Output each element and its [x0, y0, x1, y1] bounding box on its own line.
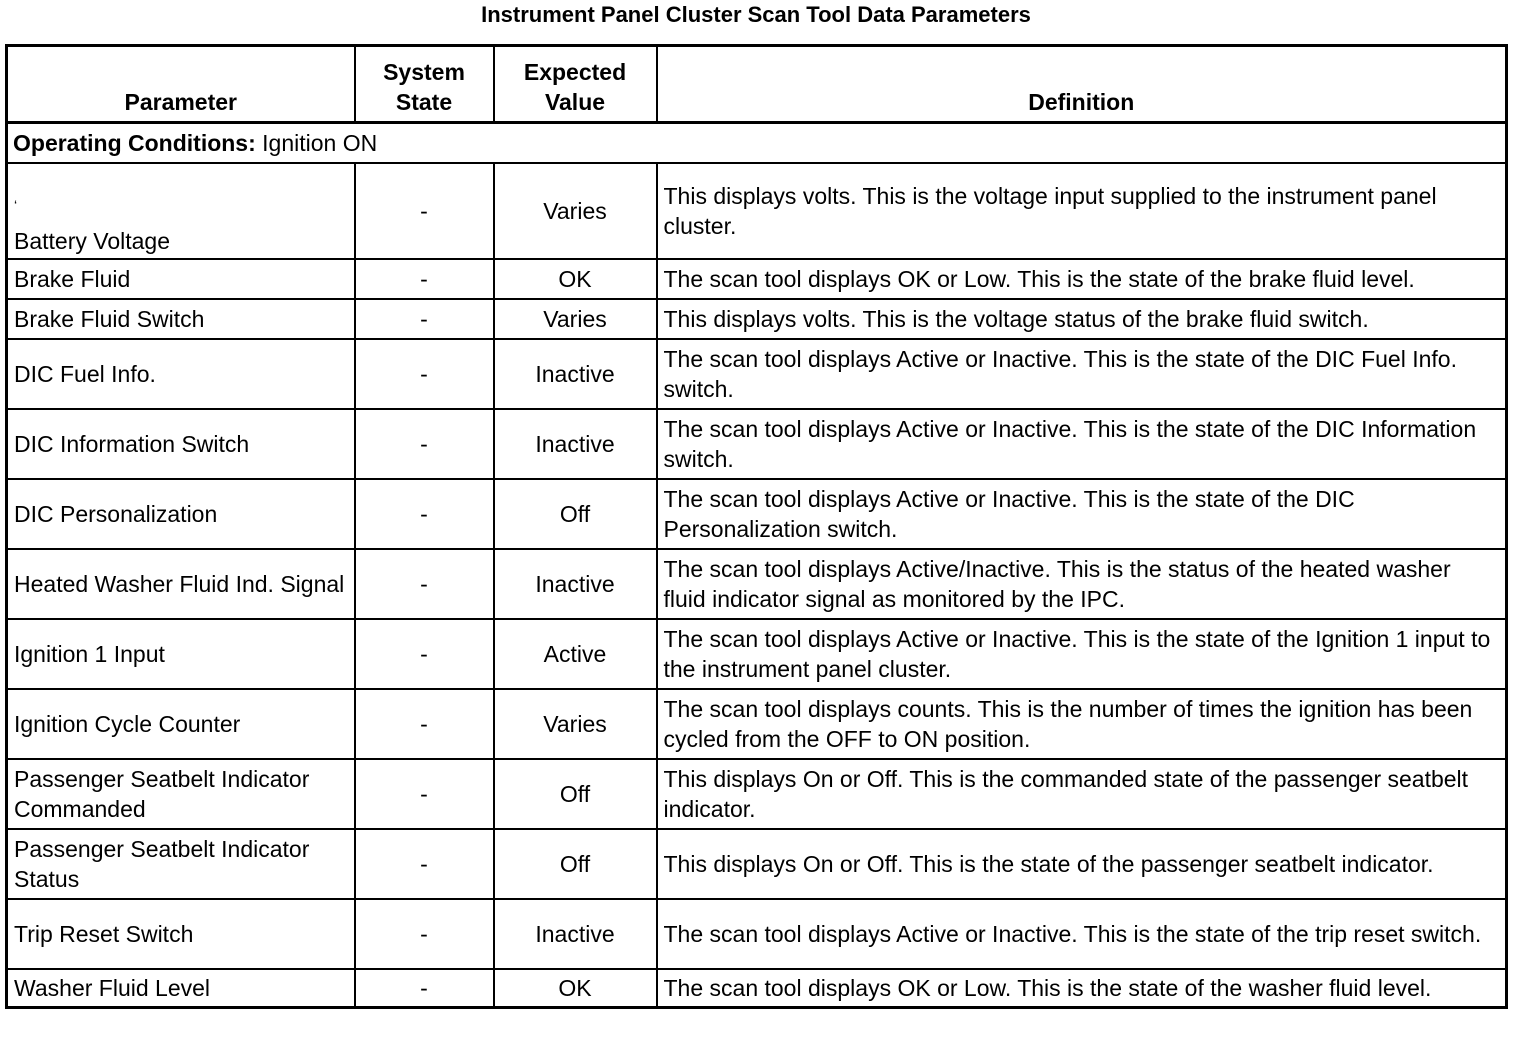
definition-cell: The scan tool displays Active or Inactive. This is the state of the DIC Personalization switch. — [657, 479, 1507, 549]
table-row — [7, 759, 1507, 829]
scan-tool-data-table — [5, 44, 1508, 1009]
system-state-cell: - — [355, 759, 494, 829]
stray-mark: ‘ — [14, 197, 18, 213]
expected-value-cell: Inactive — [494, 899, 657, 969]
parameter-cell: DIC Fuel Info. — [7, 339, 355, 409]
table-row — [7, 829, 1507, 899]
table-row — [7, 339, 1507, 409]
operating-conditions-label: Operating Conditions: — [13, 130, 256, 156]
definition-cell: The scan tool displays OK or Low. This is the state of the washer fluid level. — [657, 969, 1507, 1008]
system-state-cell: - — [355, 339, 494, 409]
expected-value-cell: OK — [494, 259, 657, 299]
definition-cell: The scan tool displays Active/Inactive. This is the status of the heated washer fluid indicator signal as monitored by the IPC. — [657, 549, 1507, 619]
definition-cell: This displays volts. This is the voltage status of the brake fluid switch. — [657, 299, 1507, 339]
system-state-cell: - — [355, 689, 494, 759]
expected-value-cell: Off — [494, 479, 657, 549]
parameter-cell: Brake Fluid — [7, 259, 355, 299]
expected-value-cell: Inactive — [494, 549, 657, 619]
definition-cell: The scan tool displays OK or Low. This is the state of the brake fluid level. — [657, 259, 1507, 299]
operating-conditions-value: Ignition ON — [255, 130, 378, 156]
header-parameter: Parameter — [7, 46, 355, 123]
expected-value-cell: Varies — [494, 163, 657, 259]
expected-value-cell: OK — [494, 969, 657, 1008]
table-row — [7, 299, 1507, 339]
parameter-cell: Passenger Seatbelt Indicator Status — [7, 829, 355, 899]
system-state-cell: - — [355, 619, 494, 689]
system-state-cell: - — [355, 479, 494, 549]
definition-cell: The scan tool displays counts. This is the number of times the ignition has been cycled from the OFF to ON position. — [657, 689, 1507, 759]
parameter-cell: Passenger Seatbelt Indicator Commanded — [7, 759, 355, 829]
definition-cell: The scan tool displays Active or Inactive. This is the state of the DIC Fuel Info. switch. — [657, 339, 1507, 409]
system-state-cell: - — [355, 899, 494, 969]
system-state-cell: - — [355, 163, 494, 259]
parameter-cell — [7, 163, 355, 259]
expected-value-cell: Off — [494, 759, 657, 829]
parameter-name: Battery Voltage — [14, 228, 170, 254]
system-state-cell: - — [355, 969, 494, 1008]
table-row — [7, 479, 1507, 549]
parameter-cell: Trip Reset Switch — [7, 899, 355, 969]
parameter-cell: Washer Fluid Level — [7, 969, 355, 1008]
definition-cell: The scan tool displays Active or Inactive. This is the state of the DIC Information switch. — [657, 409, 1507, 479]
table-row — [7, 689, 1507, 759]
operating-conditions-row — [7, 123, 1507, 164]
table-row — [7, 163, 1507, 259]
expected-value-cell: Varies — [494, 299, 657, 339]
expected-value-cell: Active — [494, 619, 657, 689]
expected-value-cell: Off — [494, 829, 657, 899]
definition-cell: This displays On or Off. This is the state of the passenger seatbelt indicator. — [657, 829, 1507, 899]
header-expected-value-line1: Expected — [523, 59, 627, 85]
header-expected-value-line2: Value — [544, 89, 606, 115]
parameter-cell: Heated Washer Fluid Ind. Signal — [7, 549, 355, 619]
table-row — [7, 549, 1507, 619]
table-row — [7, 409, 1507, 479]
system-state-cell: - — [355, 259, 494, 299]
definition-cell: This displays On or Off. This is the commanded state of the passenger seatbelt indicator. — [657, 759, 1507, 829]
parameter-cell: DIC Information Switch — [7, 409, 355, 479]
header-system-state-line1: System — [383, 59, 465, 85]
table-row — [7, 899, 1507, 969]
table-row — [7, 619, 1507, 689]
expected-value-cell: Inactive — [494, 339, 657, 409]
parameter-cell: Brake Fluid Switch — [7, 299, 355, 339]
expected-value-cell: Varies — [494, 689, 657, 759]
parameter-cell: Ignition 1 Input — [7, 619, 355, 689]
expected-value-cell: Inactive — [494, 409, 657, 479]
operating-conditions-cell — [7, 123, 1507, 164]
header-system-state-line2: State — [395, 89, 453, 115]
system-state-cell: - — [355, 549, 494, 619]
definition-cell: The scan tool displays Active or Inactive. This is the state of the Ignition 1 input to the instrument panel cluster. — [657, 619, 1507, 689]
definition-cell: The scan tool displays Active or Inactive. This is the state of the trip reset switch. — [657, 899, 1507, 969]
parameter-cell: DIC Personalization — [7, 479, 355, 549]
system-state-cell: - — [355, 829, 494, 899]
header-expected-value — [494, 46, 657, 123]
table-row — [7, 259, 1507, 299]
system-state-cell: - — [355, 409, 494, 479]
page-title: Instrument Panel Cluster Scan Tool Data Parameters — [481, 2, 1031, 27]
table-header-row — [7, 46, 1507, 123]
system-state-cell: - — [355, 299, 494, 339]
header-system-state — [355, 46, 494, 123]
parameter-cell: Ignition Cycle Counter — [7, 689, 355, 759]
table-row — [7, 969, 1507, 1008]
definition-cell: This displays volts. This is the voltage input supplied to the instrument panel cluster. — [657, 163, 1507, 259]
header-definition: Definition — [657, 46, 1507, 123]
